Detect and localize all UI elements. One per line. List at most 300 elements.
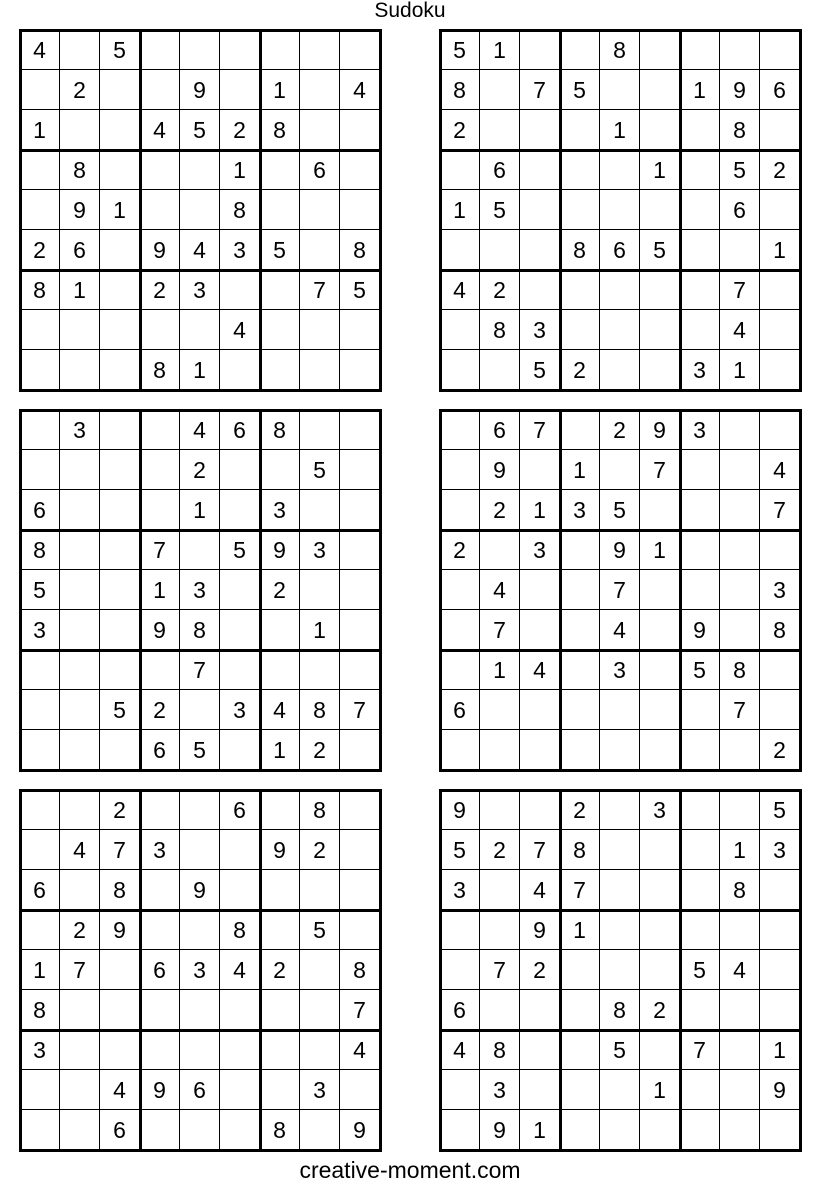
sudoku-cell[interactable]: 1 (520, 490, 560, 530)
sudoku-cell[interactable] (20, 730, 60, 770)
sudoku-cell[interactable]: 3 (300, 1070, 340, 1110)
sudoku-cell[interactable]: 9 (60, 190, 100, 230)
sudoku-cell[interactable] (300, 350, 340, 390)
sudoku-cell[interactable] (300, 230, 340, 270)
sudoku-cell[interactable] (20, 830, 60, 870)
sudoku-cell[interactable] (20, 690, 60, 730)
sudoku-cell[interactable] (60, 110, 100, 150)
sudoku-cell[interactable] (600, 1070, 640, 1110)
sudoku-cell[interactable]: 1 (560, 910, 600, 950)
sudoku-cell[interactable]: 9 (480, 1110, 520, 1150)
sudoku-cell[interactable] (640, 1110, 680, 1150)
sudoku-cell[interactable] (260, 1030, 300, 1070)
sudoku-cell[interactable] (140, 30, 180, 70)
sudoku-cell[interactable] (640, 830, 680, 870)
sudoku-cell[interactable] (640, 1030, 680, 1070)
sudoku-cell[interactable]: 7 (720, 690, 760, 730)
sudoku-cell[interactable] (520, 1070, 560, 1110)
sudoku-cell[interactable] (720, 730, 760, 770)
sudoku-cell[interactable] (220, 830, 260, 870)
sudoku-cell[interactable] (560, 110, 600, 150)
sudoku-cell[interactable]: 2 (60, 910, 100, 950)
sudoku-cell[interactable]: 1 (720, 830, 760, 870)
sudoku-cell[interactable]: 5 (520, 350, 560, 390)
sudoku-cell[interactable]: 8 (20, 270, 60, 310)
sudoku-cell[interactable] (600, 150, 640, 190)
sudoku-cell[interactable]: 7 (520, 410, 560, 450)
sudoku-cell[interactable]: 7 (720, 270, 760, 310)
sudoku-cell[interactable] (100, 450, 140, 490)
sudoku-cell[interactable] (300, 650, 340, 690)
sudoku-cell[interactable]: 9 (440, 790, 480, 830)
sudoku-cell[interactable]: 7 (480, 610, 520, 650)
sudoku-cell[interactable]: 3 (760, 830, 800, 870)
sudoku-cell[interactable]: 8 (480, 310, 520, 350)
sudoku-cell[interactable] (100, 990, 140, 1030)
sudoku-cell[interactable] (100, 310, 140, 350)
sudoku-cell[interactable]: 8 (220, 190, 260, 230)
sudoku-cell[interactable] (680, 910, 720, 950)
sudoku-cell[interactable] (300, 110, 340, 150)
sudoku-cell[interactable]: 8 (600, 990, 640, 1030)
sudoku-cell[interactable] (440, 490, 480, 530)
sudoku-cell[interactable] (440, 230, 480, 270)
sudoku-cell[interactable] (720, 910, 760, 950)
sudoku-cell[interactable] (300, 30, 340, 70)
sudoku-cell[interactable]: 3 (520, 310, 560, 350)
sudoku-cell[interactable]: 8 (760, 610, 800, 650)
sudoku-cell[interactable]: 8 (260, 110, 300, 150)
sudoku-cell[interactable] (520, 990, 560, 1030)
sudoku-cell[interactable]: 8 (560, 230, 600, 270)
sudoku-cell[interactable] (140, 450, 180, 490)
sudoku-cell[interactable] (760, 990, 800, 1030)
sudoku-cell[interactable]: 5 (180, 110, 220, 150)
sudoku-cell[interactable] (260, 310, 300, 350)
sudoku-cell[interactable]: 2 (640, 990, 680, 1030)
sudoku-cell[interactable]: 5 (440, 830, 480, 870)
sudoku-cell[interactable] (520, 1030, 560, 1070)
sudoku-cell[interactable] (600, 790, 640, 830)
sudoku-cell[interactable] (640, 270, 680, 310)
sudoku-cell[interactable] (220, 730, 260, 770)
sudoku-cell[interactable] (520, 270, 560, 310)
sudoku-cell[interactable] (760, 350, 800, 390)
sudoku-cell[interactable] (600, 310, 640, 350)
sudoku-cell[interactable] (640, 650, 680, 690)
sudoku-cell[interactable] (140, 790, 180, 830)
sudoku-cell[interactable]: 8 (100, 870, 140, 910)
sudoku-cell[interactable]: 8 (720, 870, 760, 910)
sudoku-cell[interactable] (20, 150, 60, 190)
sudoku-cell[interactable] (20, 190, 60, 230)
sudoku-cell[interactable]: 9 (180, 870, 220, 910)
sudoku-cell[interactable] (180, 30, 220, 70)
sudoku-cell[interactable] (140, 870, 180, 910)
sudoku-cell[interactable] (300, 1030, 340, 1070)
sudoku-cell[interactable] (340, 610, 380, 650)
sudoku-cell[interactable]: 8 (300, 690, 340, 730)
sudoku-cell[interactable]: 8 (600, 30, 640, 70)
sudoku-cell[interactable]: 8 (260, 410, 300, 450)
sudoku-cell[interactable] (640, 950, 680, 990)
sudoku-cell[interactable] (560, 30, 600, 70)
sudoku-cell[interactable]: 1 (720, 350, 760, 390)
sudoku-cell[interactable] (340, 30, 380, 70)
sudoku-cell[interactable]: 4 (180, 410, 220, 450)
sudoku-cell[interactable] (440, 610, 480, 650)
sudoku-cell[interactable] (640, 570, 680, 610)
sudoku-cell[interactable] (680, 270, 720, 310)
sudoku-cell[interactable] (520, 150, 560, 190)
sudoku-cell[interactable]: 7 (520, 70, 560, 110)
sudoku-cell[interactable]: 2 (260, 950, 300, 990)
sudoku-cell[interactable] (60, 990, 100, 1030)
sudoku-cell[interactable] (600, 350, 640, 390)
sudoku-cell[interactable] (480, 870, 520, 910)
sudoku-cell[interactable] (300, 570, 340, 610)
sudoku-cell[interactable] (720, 530, 760, 570)
sudoku-cell[interactable] (600, 830, 640, 870)
sudoku-cell[interactable]: 7 (180, 650, 220, 690)
sudoku-cell[interactable] (520, 730, 560, 770)
sudoku-cell[interactable] (720, 610, 760, 650)
sudoku-cell[interactable]: 3 (20, 610, 60, 650)
sudoku-cell[interactable] (760, 950, 800, 990)
sudoku-cell[interactable] (680, 110, 720, 150)
sudoku-cell[interactable] (260, 450, 300, 490)
sudoku-cell[interactable]: 3 (60, 410, 100, 450)
sudoku-cell[interactable] (60, 350, 100, 390)
sudoku-cell[interactable] (340, 650, 380, 690)
sudoku-cell[interactable] (100, 730, 140, 770)
sudoku-cell[interactable]: 4 (220, 310, 260, 350)
sudoku-cell[interactable] (640, 190, 680, 230)
sudoku-cell[interactable]: 7 (60, 950, 100, 990)
sudoku-cell[interactable]: 5 (440, 30, 480, 70)
sudoku-cell[interactable] (680, 790, 720, 830)
sudoku-cell[interactable] (340, 350, 380, 390)
sudoku-cell[interactable]: 6 (220, 790, 260, 830)
sudoku-cell[interactable]: 6 (480, 410, 520, 450)
sudoku-cell[interactable]: 8 (20, 990, 60, 1030)
sudoku-cell[interactable] (60, 870, 100, 910)
sudoku-cell[interactable] (720, 990, 760, 1030)
sudoku-cell[interactable] (60, 690, 100, 730)
sudoku-cell[interactable]: 1 (640, 150, 680, 190)
sudoku-cell[interactable] (140, 410, 180, 450)
sudoku-cell[interactable]: 9 (600, 530, 640, 570)
sudoku-cell[interactable]: 4 (600, 610, 640, 650)
sudoku-cell[interactable]: 2 (560, 790, 600, 830)
sudoku-cell[interactable] (520, 110, 560, 150)
sudoku-cell[interactable] (140, 150, 180, 190)
sudoku-cell[interactable]: 5 (300, 910, 340, 950)
sudoku-cell[interactable] (760, 190, 800, 230)
sudoku-cell[interactable] (640, 350, 680, 390)
sudoku-cell[interactable] (680, 310, 720, 350)
sudoku-cell[interactable] (340, 310, 380, 350)
sudoku-cell[interactable] (180, 310, 220, 350)
sudoku-cell[interactable]: 8 (720, 110, 760, 150)
sudoku-cell[interactable]: 1 (220, 150, 260, 190)
sudoku-cell[interactable] (440, 350, 480, 390)
sudoku-cell[interactable] (560, 1110, 600, 1150)
sudoku-cell[interactable] (300, 950, 340, 990)
sudoku-cell[interactable] (60, 1110, 100, 1150)
sudoku-cell[interactable] (480, 790, 520, 830)
sudoku-cell[interactable] (680, 490, 720, 530)
sudoku-cell[interactable]: 4 (440, 270, 480, 310)
sudoku-cell[interactable] (60, 490, 100, 530)
sudoku-cell[interactable] (300, 190, 340, 230)
sudoku-cell[interactable] (760, 530, 800, 570)
sudoku-cell[interactable] (440, 410, 480, 450)
sudoku-cell[interactable]: 2 (600, 410, 640, 450)
sudoku-cell[interactable]: 8 (260, 1110, 300, 1150)
sudoku-cell[interactable]: 3 (260, 490, 300, 530)
sudoku-cell[interactable] (260, 350, 300, 390)
sudoku-cell[interactable] (140, 910, 180, 950)
sudoku-cell[interactable] (60, 310, 100, 350)
sudoku-cell[interactable]: 3 (220, 230, 260, 270)
sudoku-cell[interactable]: 6 (140, 730, 180, 770)
sudoku-cell[interactable]: 5 (760, 790, 800, 830)
sudoku-cell[interactable] (440, 650, 480, 690)
sudoku-cell[interactable] (340, 530, 380, 570)
sudoku-cell[interactable] (640, 910, 680, 950)
sudoku-cell[interactable] (560, 690, 600, 730)
sudoku-cell[interactable]: 3 (440, 870, 480, 910)
sudoku-cell[interactable]: 6 (180, 1070, 220, 1110)
sudoku-cell[interactable]: 6 (20, 870, 60, 910)
sudoku-cell[interactable]: 2 (760, 150, 800, 190)
sudoku-cell[interactable] (720, 490, 760, 530)
sudoku-cell[interactable]: 4 (100, 1070, 140, 1110)
sudoku-cell[interactable] (560, 570, 600, 610)
sudoku-cell[interactable] (560, 310, 600, 350)
sudoku-cell[interactable] (480, 530, 520, 570)
sudoku-cell[interactable]: 4 (520, 870, 560, 910)
sudoku-cell[interactable]: 4 (220, 950, 260, 990)
sudoku-cell[interactable]: 6 (480, 150, 520, 190)
sudoku-cell[interactable] (260, 1070, 300, 1110)
sudoku-cell[interactable]: 5 (220, 530, 260, 570)
sudoku-cell[interactable] (760, 870, 800, 910)
sudoku-cell[interactable]: 9 (260, 530, 300, 570)
sudoku-cell[interactable] (60, 450, 100, 490)
sudoku-cell[interactable] (560, 150, 600, 190)
sudoku-cell[interactable] (140, 1110, 180, 1150)
sudoku-cell[interactable]: 8 (20, 530, 60, 570)
sudoku-cell[interactable]: 3 (760, 570, 800, 610)
sudoku-cell[interactable] (520, 690, 560, 730)
sudoku-cell[interactable] (520, 30, 560, 70)
sudoku-cell[interactable]: 1 (140, 570, 180, 610)
sudoku-cell[interactable]: 8 (140, 350, 180, 390)
sudoku-cell[interactable]: 4 (760, 450, 800, 490)
sudoku-cell[interactable] (440, 570, 480, 610)
sudoku-cell[interactable] (440, 450, 480, 490)
sudoku-cell[interactable]: 5 (480, 190, 520, 230)
sudoku-cell[interactable]: 1 (480, 30, 520, 70)
sudoku-cell[interactable]: 6 (20, 490, 60, 530)
sudoku-cell[interactable] (440, 150, 480, 190)
sudoku-cell[interactable]: 2 (220, 110, 260, 150)
sudoku-cell[interactable]: 2 (300, 730, 340, 770)
sudoku-cell[interactable] (560, 410, 600, 450)
sudoku-cell[interactable]: 1 (100, 190, 140, 230)
sudoku-cell[interactable] (640, 110, 680, 150)
sudoku-cell[interactable]: 2 (180, 450, 220, 490)
sudoku-cell[interactable]: 3 (140, 830, 180, 870)
sudoku-cell[interactable]: 6 (600, 230, 640, 270)
sudoku-cell[interactable] (640, 730, 680, 770)
sudoku-cell[interactable] (60, 1070, 100, 1110)
sudoku-cell[interactable]: 6 (720, 190, 760, 230)
sudoku-cell[interactable]: 5 (600, 1030, 640, 1070)
sudoku-cell[interactable] (220, 870, 260, 910)
sudoku-cell[interactable]: 2 (760, 730, 800, 770)
sudoku-cell[interactable]: 3 (180, 950, 220, 990)
sudoku-cell[interactable] (440, 1110, 480, 1150)
sudoku-cell[interactable]: 1 (760, 230, 800, 270)
sudoku-cell[interactable] (480, 70, 520, 110)
sudoku-cell[interactable]: 9 (100, 910, 140, 950)
sudoku-cell[interactable]: 4 (340, 1030, 380, 1070)
sudoku-cell[interactable] (340, 190, 380, 230)
sudoku-cell[interactable] (340, 110, 380, 150)
sudoku-cell[interactable] (220, 570, 260, 610)
sudoku-cell[interactable] (100, 70, 140, 110)
sudoku-cell[interactable] (260, 650, 300, 690)
sudoku-cell[interactable] (600, 950, 640, 990)
sudoku-cell[interactable] (760, 270, 800, 310)
sudoku-cell[interactable] (640, 610, 680, 650)
sudoku-cell[interactable] (480, 690, 520, 730)
sudoku-cell[interactable] (60, 30, 100, 70)
sudoku-cell[interactable] (100, 570, 140, 610)
sudoku-cell[interactable] (100, 150, 140, 190)
sudoku-cell[interactable]: 7 (520, 830, 560, 870)
sudoku-cell[interactable]: 2 (480, 270, 520, 310)
sudoku-cell[interactable] (140, 310, 180, 350)
sudoku-cell[interactable] (720, 1030, 760, 1070)
sudoku-cell[interactable]: 2 (480, 830, 520, 870)
sudoku-cell[interactable]: 2 (560, 350, 600, 390)
sudoku-cell[interactable]: 8 (180, 610, 220, 650)
sudoku-cell[interactable]: 2 (260, 570, 300, 610)
sudoku-cell[interactable] (720, 30, 760, 70)
sudoku-cell[interactable] (60, 1030, 100, 1070)
sudoku-cell[interactable] (480, 230, 520, 270)
sudoku-cell[interactable] (260, 150, 300, 190)
sudoku-cell[interactable]: 1 (480, 650, 520, 690)
sudoku-cell[interactable] (680, 830, 720, 870)
sudoku-cell[interactable] (20, 1070, 60, 1110)
sudoku-cell[interactable]: 9 (140, 1070, 180, 1110)
sudoku-cell[interactable] (600, 450, 640, 490)
sudoku-cell[interactable] (260, 190, 300, 230)
sudoku-cell[interactable] (440, 910, 480, 950)
sudoku-cell[interactable] (180, 910, 220, 950)
sudoku-cell[interactable]: 9 (760, 1070, 800, 1110)
sudoku-cell[interactable]: 9 (640, 410, 680, 450)
sudoku-cell[interactable]: 6 (220, 410, 260, 450)
sudoku-cell[interactable] (20, 1110, 60, 1150)
sudoku-cell[interactable]: 4 (180, 230, 220, 270)
sudoku-cell[interactable] (560, 1030, 600, 1070)
sudoku-cell[interactable]: 1 (440, 190, 480, 230)
sudoku-cell[interactable] (220, 990, 260, 1030)
sudoku-cell[interactable] (260, 610, 300, 650)
sudoku-cell[interactable] (440, 1070, 480, 1110)
sudoku-cell[interactable] (260, 910, 300, 950)
sudoku-cell[interactable] (220, 1070, 260, 1110)
sudoku-cell[interactable] (340, 150, 380, 190)
sudoku-cell[interactable] (560, 1070, 600, 1110)
sudoku-cell[interactable] (260, 790, 300, 830)
sudoku-cell[interactable] (100, 610, 140, 650)
sudoku-cell[interactable]: 5 (600, 490, 640, 530)
sudoku-cell[interactable] (180, 1030, 220, 1070)
sudoku-cell[interactable] (20, 650, 60, 690)
sudoku-cell[interactable]: 1 (560, 450, 600, 490)
sudoku-cell[interactable] (260, 990, 300, 1030)
sudoku-cell[interactable] (340, 830, 380, 870)
sudoku-cell[interactable] (480, 730, 520, 770)
sudoku-cell[interactable] (340, 790, 380, 830)
sudoku-cell[interactable]: 4 (140, 110, 180, 150)
sudoku-cell[interactable] (680, 690, 720, 730)
sudoku-cell[interactable] (100, 950, 140, 990)
sudoku-cell[interactable] (520, 570, 560, 610)
sudoku-cell[interactable] (220, 30, 260, 70)
sudoku-cell[interactable]: 8 (300, 790, 340, 830)
sudoku-cell[interactable]: 9 (340, 1110, 380, 1150)
sudoku-cell[interactable] (100, 530, 140, 570)
sudoku-cell[interactable] (60, 610, 100, 650)
sudoku-cell[interactable] (640, 870, 680, 910)
sudoku-cell[interactable] (100, 350, 140, 390)
sudoku-cell[interactable] (220, 490, 260, 530)
sudoku-cell[interactable] (680, 1110, 720, 1150)
sudoku-cell[interactable]: 5 (680, 950, 720, 990)
sudoku-cell[interactable]: 6 (60, 230, 100, 270)
sudoku-cell[interactable] (20, 70, 60, 110)
sudoku-cell[interactable]: 5 (340, 270, 380, 310)
sudoku-cell[interactable]: 7 (140, 530, 180, 570)
sudoku-cell[interactable]: 4 (440, 1030, 480, 1070)
sudoku-cell[interactable] (180, 830, 220, 870)
sudoku-cell[interactable]: 1 (760, 1030, 800, 1070)
sudoku-cell[interactable]: 3 (220, 690, 260, 730)
sudoku-cell[interactable] (60, 570, 100, 610)
sudoku-cell[interactable]: 1 (520, 1110, 560, 1150)
sudoku-cell[interactable] (520, 230, 560, 270)
sudoku-cell[interactable] (640, 310, 680, 350)
sudoku-cell[interactable]: 8 (440, 70, 480, 110)
sudoku-cell[interactable] (520, 450, 560, 490)
sudoku-cell[interactable]: 1 (180, 490, 220, 530)
sudoku-cell[interactable] (180, 790, 220, 830)
sudoku-cell[interactable]: 2 (140, 690, 180, 730)
sudoku-cell[interactable] (720, 790, 760, 830)
sudoku-cell[interactable] (600, 190, 640, 230)
sudoku-cell[interactable] (300, 310, 340, 350)
sudoku-cell[interactable] (600, 70, 640, 110)
sudoku-cell[interactable]: 2 (440, 530, 480, 570)
